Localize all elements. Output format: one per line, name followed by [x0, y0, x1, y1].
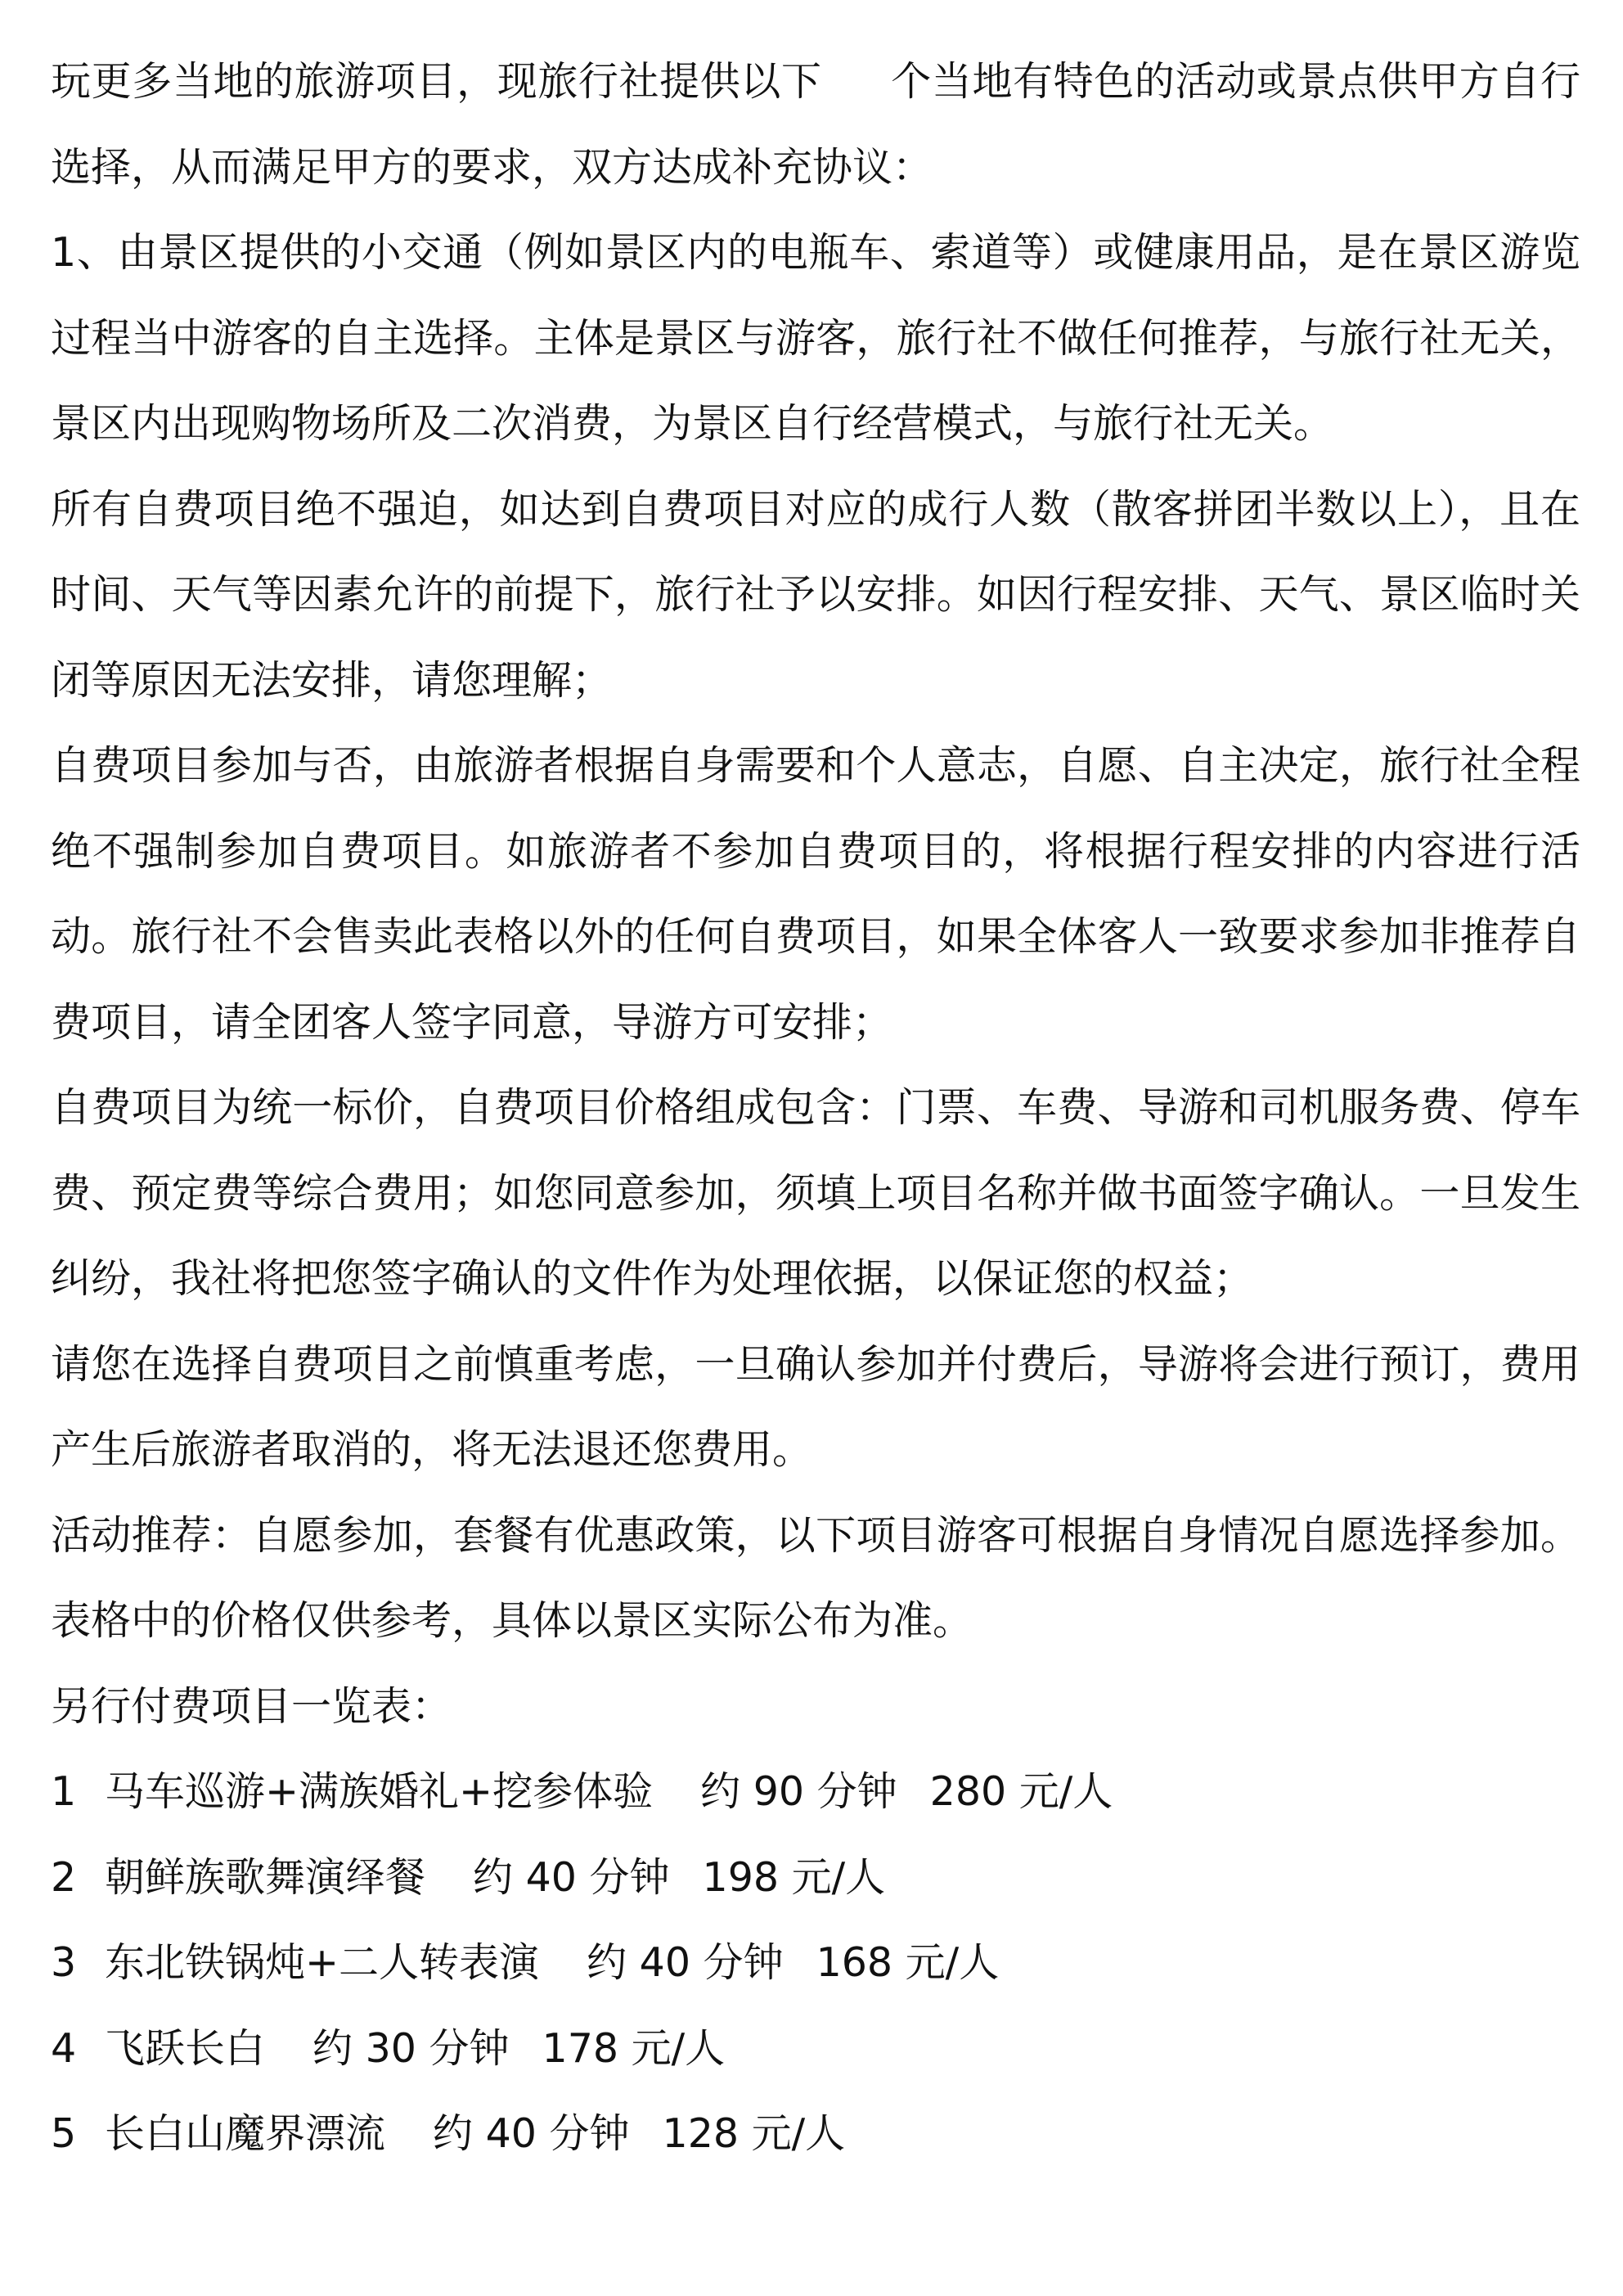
- intro-paragraph: [51, 39, 1580, 210]
- item-duration: 约 30 分钟: [312, 2024, 510, 2072]
- item-number: 4: [51, 2024, 77, 2072]
- cancel-paragraph: 请您在选择自费项目之前慎重考虑，一旦确认参加并付费后，导游将会进行预订，费用产生后旅游者取消的，将无法退还您费用。: [51, 1340, 1580, 1473]
- item-name: 飞跃长白: [105, 2024, 266, 2072]
- item-price: 168 元/人: [816, 1939, 1000, 1986]
- item-price: 198 元/人: [702, 1853, 886, 1901]
- intro-text-part2: 个当地有特色的活动或景点供甲方自行选择，从而满足甲方的要求，双方达成补充协议：: [51, 58, 1580, 191]
- list-item: [51, 1920, 1580, 2006]
- no-force-paragraph: 所有自费项目绝不强迫，如达到自费项目对应的成行人数（散客拼团半数以上），且在时间、天气等因素允许的前提下，旅行社予以安排。如因行程安排、天气、景区临时关闭等原因无法安排，请您理解；: [51, 485, 1580, 704]
- paid-items-list: [51, 1749, 1580, 2177]
- intro-text-part1: 玩更多当地的旅游项目，现旅行社提供以下: [51, 58, 822, 105]
- document-body: [51, 39, 1580, 2177]
- item-number: 3: [51, 1939, 77, 1986]
- list-item: [51, 2006, 1580, 2092]
- item-duration: 约 40 分钟: [473, 1853, 670, 1901]
- item-number: 5: [51, 2110, 77, 2157]
- item-name: 朝鲜族歌舞演绎餐: [105, 1853, 426, 1901]
- item-price: 280 元/人: [929, 1768, 1113, 1815]
- item-name: 马车巡游+满族婚礼+挖参体验: [105, 1768, 654, 1815]
- item-duration: 约 40 分钟: [433, 2110, 630, 2157]
- list-item: [51, 1749, 1580, 1835]
- item-duration: 约 40 分钟: [587, 1939, 784, 1986]
- item-name: 东北铁锅炖+二人转表演: [105, 1939, 540, 1986]
- item-number: 2: [51, 1853, 77, 1901]
- list-item: [51, 2091, 1580, 2177]
- voluntary-paragraph: 自费项目参加与否，由旅游者根据自身需要和个人意志，自愿、自主决定，旅行社全程绝不强制参加自费项目。如旅游者不参加自费项目的，将根据行程安排的内容进行活动。旅行社不会售卖此表格以外的任何自费项目，如果全体客人一致要求参加非推荐自费项目，请全团客人签字同意，导游方可安排；: [51, 742, 1580, 1046]
- item-duration: 约 90 分钟: [700, 1768, 897, 1815]
- recommend-paragraph: 活动推荐：自愿参加，套餐有优惠政策，以下项目游客可根据自身情况自愿选择参加。表格中的价格仅供参考，具体以景区实际公布为准。: [51, 1511, 1580, 1644]
- item-number: 1: [51, 1768, 77, 1815]
- item-price: 178 元/人: [542, 2024, 726, 2072]
- item-name: 长白山魔界漂流: [105, 2110, 386, 2157]
- list-item: [51, 1835, 1580, 1921]
- price-paragraph: 自费项目为统一标价，自费项目价格组成包含：门票、车费、导游和司机服务费、停车费、预定费等综合费用；如您同意参加，须填上项目名称并做书面签字确认。一旦发生纠纷，我社将把您签字确认的文件作为处理依据，以保证您的权益；: [51, 1084, 1580, 1302]
- clause-1-paragraph: 1、由景区提供的小交通（例如景区内的电瓶车、索道等）或健康用品，是在景区游览过程当中游客的自主选择。主体是景区与游客，旅行社不做任何推荐，与旅行社无关，景区内出现购物场所及二次消费，为景区自行经营模式，与旅行社无关。: [51, 229, 1580, 447]
- list-title: 另行付费项目一览表：: [51, 1682, 452, 1730]
- item-price: 128 元/人: [662, 2110, 846, 2157]
